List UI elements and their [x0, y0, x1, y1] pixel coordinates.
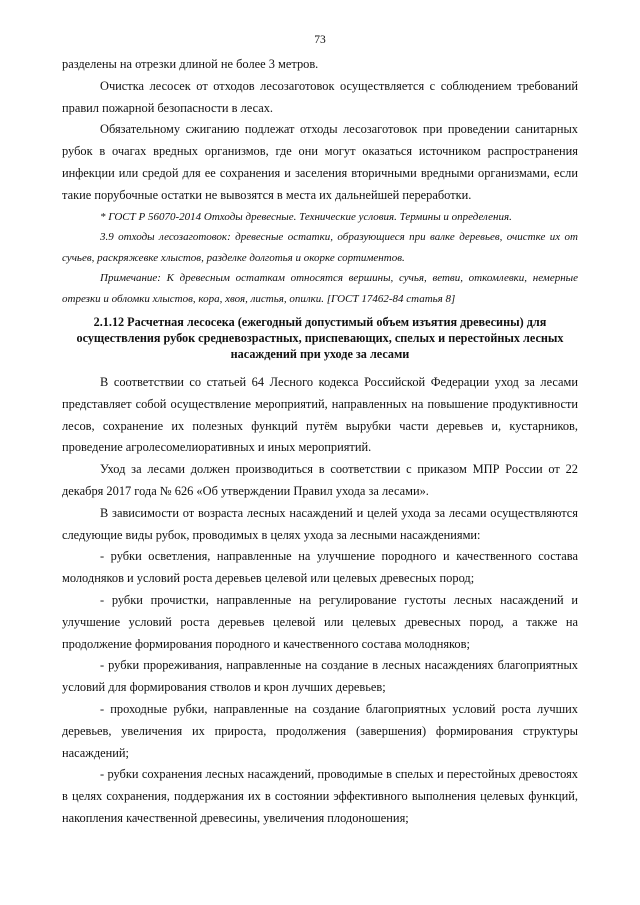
list-item: - рубки прореживания, направленные на создание в лесных насаждениях благоприятных условий для формирования стволов и крон лучших деревьев; — [62, 658, 578, 695]
paragraph-forest-code: В соответствии со статьей 64 Лесного кодекса Российской Федерации уход за лесами представляет собой осуществление мероприятий, направленных на повышение продуктивности лесов, сохранение их полезных функций путём вырубки части деревьев и, кустарников, проведение агролесомелиоративных и иных мероприятий. — [62, 375, 578, 455]
note-definition: 3.9 отходы лесозаготовок: древесные остатки, образующиеся при валке деревьев, очистке их от сучьев, раскряжевке хлыстов, разделке долготья и окорке сортиментов. — [62, 231, 578, 264]
section-heading: 2.1.12 Расчетная лесосека (ежегодный допустимый объем изъятия древесины) для осуществления рубок средневозрастных, приспевающих, спелых и перестойных лесных насаждений при уходе за лесами — [76, 315, 564, 362]
list-item: - рубки осветления, направленные на улучшение породного и качественного состава молодняков и условий роста деревьев целевой или целевых древесных пород; — [62, 549, 578, 586]
note-gost-reference: * ГОСТ Р 56070-2014 Отходы древесные. Технические условия. Термины и определения. — [100, 210, 512, 223]
paragraph-clearing-cutting-areas: Очистка лесосек от отходов лесозаготовок осуществляется с соблюдением требований правил пожарной безопасности в лесах. — [62, 78, 578, 115]
paragraph-order-reference: Уход за лесами должен производиться в соответствии с приказом МПР России от 22 декабря 2017 года № 626 «Об утверждении Правил ухода за лесами». — [62, 462, 578, 499]
paragraph-mandatory-burning: Обязательному сжиганию подлежат отходы лесозаготовок при проведении санитарных рубок в очагах вредных организмов, где они могут оказаться источником распространения инфекции или средой для ее сохранения и заселения вторичными вредными организмами, если такие порубочные остатки не вывозятся в места их дальнейшей переработки. — [62, 122, 578, 202]
paragraph-continuation: разделены на отрезки длиной не более 3 метров. — [62, 57, 319, 71]
page-number: 73 — [314, 34, 326, 46]
list-item: - рубки прочистки, направленные на регулирование густоты лесных насаждений и улучшение условий роста деревьев целевой или целевых древесных пород, а также на продолжение формирования породного и качественного состава молодняков; — [62, 593, 578, 651]
list-item: - рубки сохранения лесных насаждений, проводимые в спелых и перестойных древостоях в целях сохранения, поддержания их в состоянии эффективного выполнения целевых функций, накопления качественной древесины, увеличения плодоношения; — [62, 767, 578, 826]
paragraph-types-intro: В зависимости от возраста лесных насаждений и целей ухода за лесами осуществляются следующие виды рубок, проводимых в целях ухода за лесными насаждениями: — [62, 505, 578, 542]
page-content — [62, 54, 578, 830]
note-remark: Примечание: К древесным остаткам относятся вершины, сучья, ветви, откомлевки, немерные отрезки и обломки хлыстов, кора, хвоя, листья, опилки. [ГОСТ 17462-84 статья 8] — [62, 272, 578, 305]
list-item: - проходные рубки, направленные на создание благоприятных условий роста лучших деревьев, увеличения их прироста, продолжения (завершения) формирования структуры насаждений; — [62, 702, 578, 760]
